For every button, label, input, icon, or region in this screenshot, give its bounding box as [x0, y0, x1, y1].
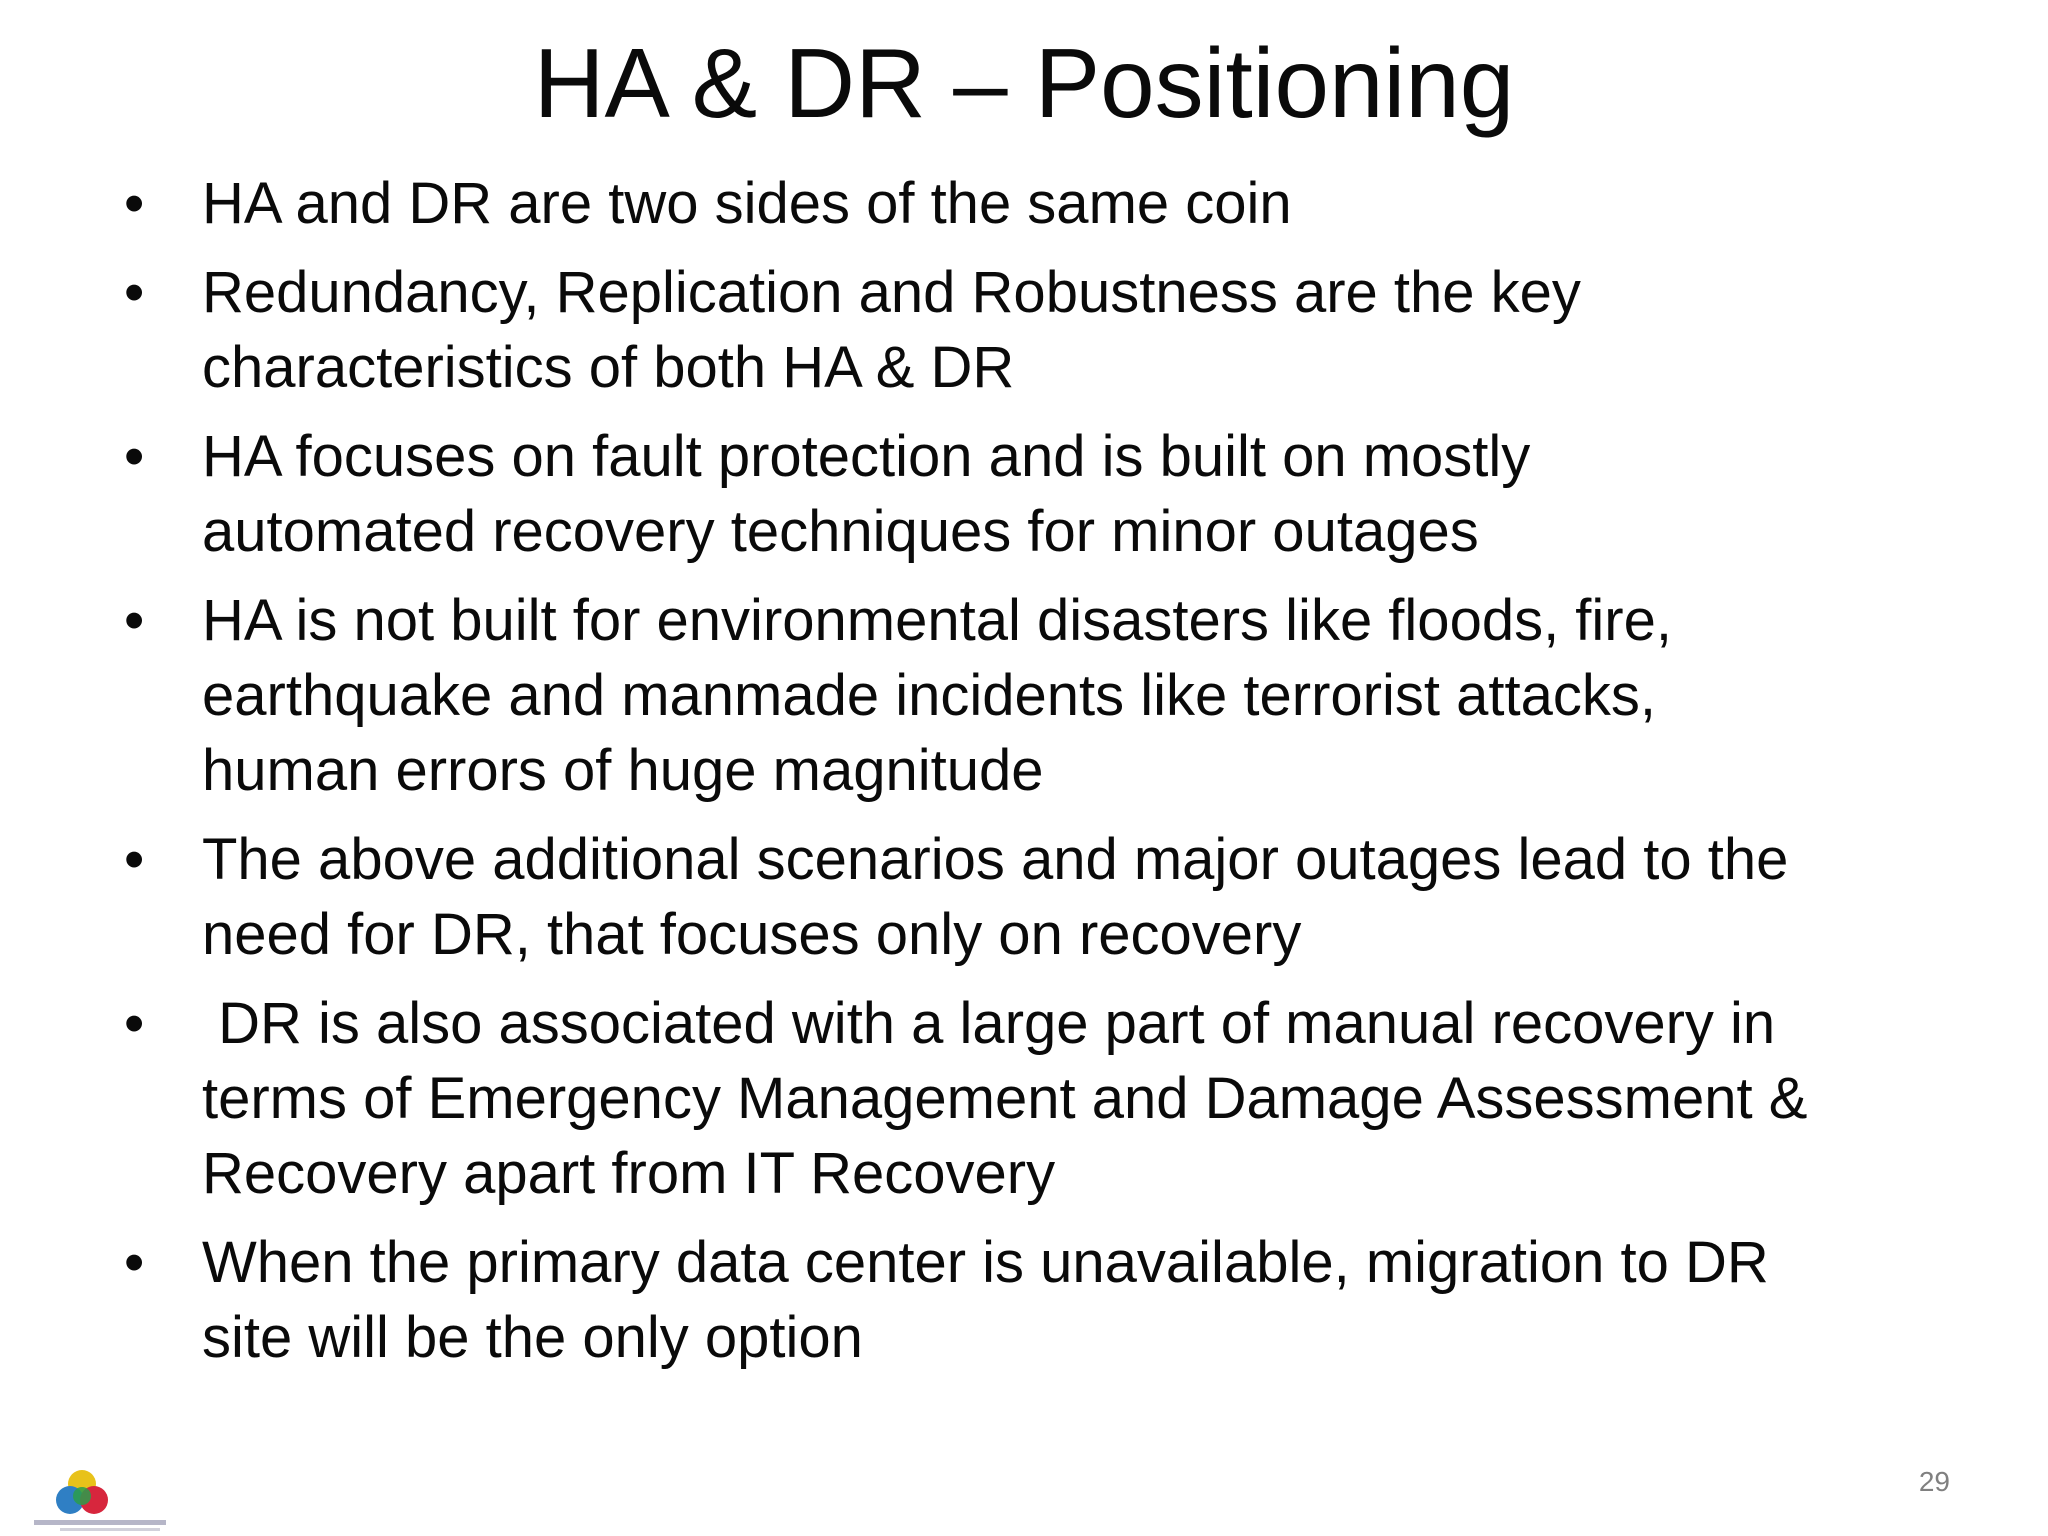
- slide-title: HA & DR – Positioning: [533, 28, 1515, 138]
- page-number: 29: [1918, 1466, 1950, 1497]
- bullet-list: [118, 166, 1948, 1389]
- bullet-dot-icon: •: [124, 991, 145, 1056]
- bullet-dot-icon: •: [124, 260, 145, 325]
- bullet-item: [118, 822, 1948, 972]
- bullet-dot-icon: •: [124, 827, 145, 892]
- bullet-item: [118, 166, 1948, 241]
- company-logo-icon: [30, 1458, 170, 1536]
- bullet-dot-icon: •: [124, 171, 145, 236]
- bullet-text: HA focuses on fault protection and is built on mostly automated recovery techniques for minor outages: [202, 424, 1531, 564]
- bullet-text: Redundancy, Replication and Robustness are the key characteristics of both HA & DR: [202, 260, 1581, 400]
- bullet-dot-icon: •: [124, 1230, 145, 1295]
- bullet-text: HA is not built for environmental disasters like floods, fire, earthquake and manmade incidents like terrorist attacks, human errors of huge magnitude: [202, 588, 1672, 803]
- bullet-item: [118, 419, 1948, 569]
- bullet-item: [118, 1225, 1948, 1375]
- bullet-item: [118, 986, 1948, 1211]
- bullet-dot-icon: •: [124, 588, 145, 653]
- bullet-text: The above additional scenarios and major outages lead to the need for DR, that focuses only on recovery: [202, 827, 1789, 967]
- bullet-item: [118, 255, 1948, 405]
- bullet-text: DR is also associated with a large part of manual recovery in terms of Emergency Management and Damage Assessment & Recovery apart from IT Recovery: [202, 991, 1808, 1206]
- bullet-dot-icon: •: [124, 424, 145, 489]
- bullet-item: [118, 583, 1948, 808]
- bullet-text: When the primary data center is unavailable, migration to DR site will be the only option: [202, 1230, 1769, 1370]
- bullet-text: HA and DR are two sides of the same coin: [202, 171, 1292, 236]
